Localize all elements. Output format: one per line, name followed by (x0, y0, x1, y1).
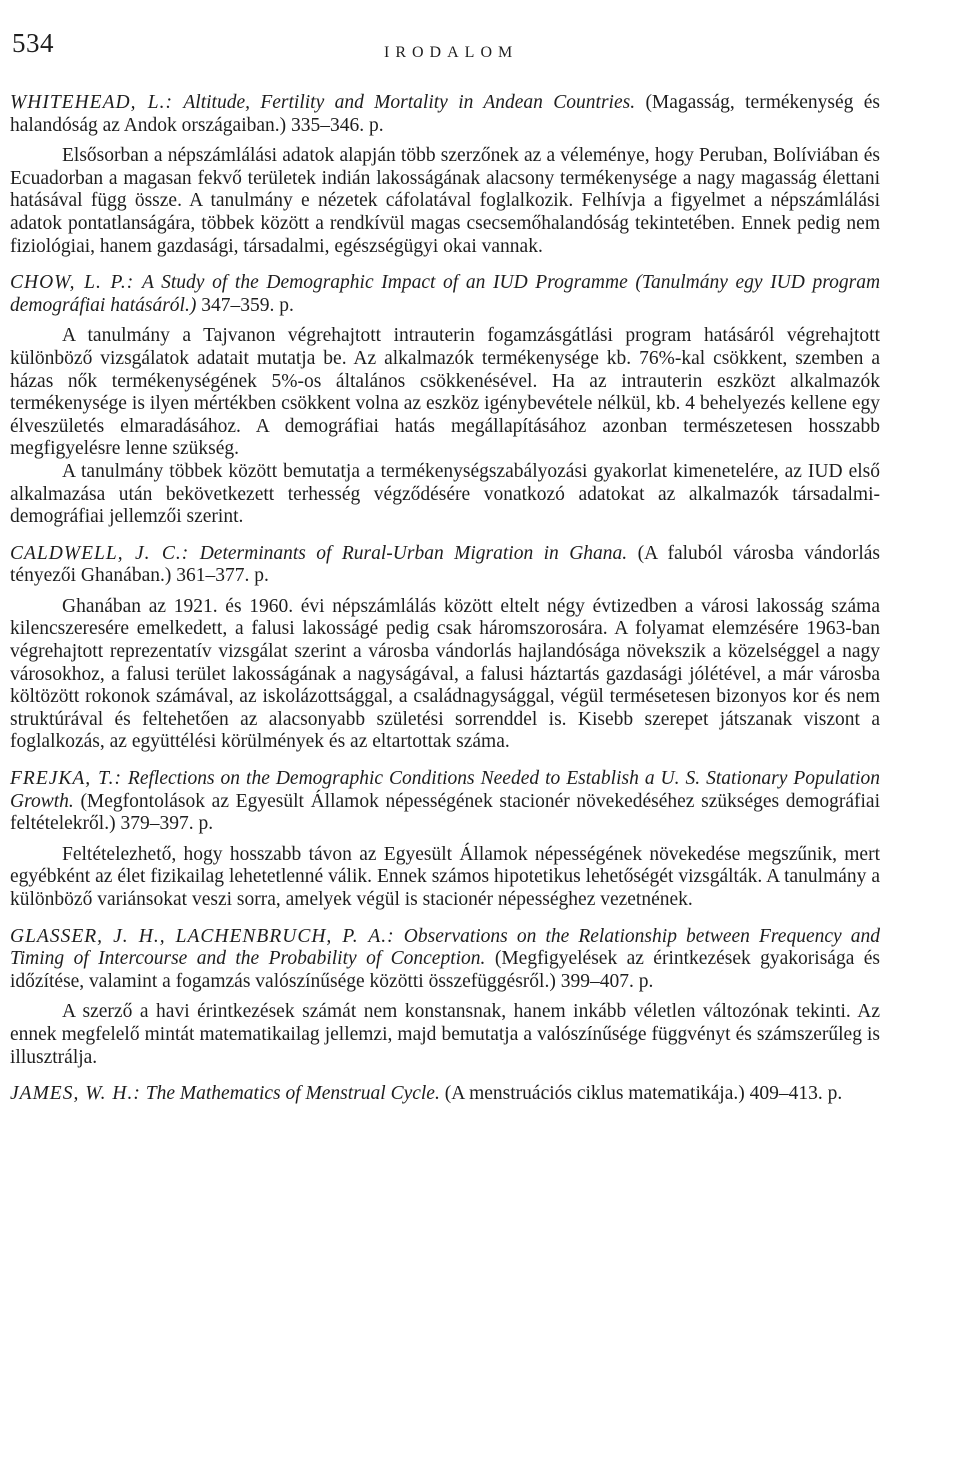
citation-pages: 361–377. p. (176, 565, 269, 587)
citation-title-translation: (A menstruációs ciklus matematikája.) (444, 1083, 745, 1105)
citation-title: A Study of the Demographic Impact of an IUD Programme (141, 272, 628, 294)
bibliography-list (10, 92, 880, 1120)
citation (10, 768, 880, 836)
page-header (12, 28, 948, 72)
citation-pages: 379–397. p. (120, 813, 214, 835)
citation-title-translation: (Megfontolások az Egyesült Államok népességének stacionér növekedéséhez szükséges demográfiai feltételekről.) (10, 790, 880, 835)
bibliography-entry (10, 543, 880, 754)
citation-author: CALDWELL, J. C.: (10, 542, 190, 564)
bibliography-entry (10, 1083, 880, 1106)
abstract (10, 844, 880, 912)
citation-author: FREJKA, T.: (10, 768, 122, 790)
citation-title-translation: (Megfigyelések az érintkezések gyakorisága és időzítése, valamint a fogamzás valószínűsége közötti összefüggésről.) (10, 948, 880, 992)
citation (10, 543, 880, 588)
citation-pages: 347–359. p. (201, 294, 294, 316)
bibliography-entry (10, 92, 880, 258)
citation-title-translation: (A faluból városba vándorlás tényezői Ghanában.) (10, 542, 881, 587)
abstract-paragraph: Elsősorban a népszámlálási adatok alapján több szerzőnek az a véleménye, hogy Peruban, Bolíviában és Ecuadorban a magasan fekvő területek indián lakosságának alacsony termékenysége a nagy magasság élettani hatásával függ össze. A tanulmány e nézetek cáfolatával foglalkozik. Felhívja a figyelmet a népszámlálási adatok pontatlanságára, többek között a rendkívül magas csecsemőhalandóság tekintetében. Ennek pedig nem fiziológiai, hanem gazdasági, társadalmi, egészségügyi okai vannak. (10, 145, 880, 257)
citation (10, 926, 880, 994)
running-head: IRODALOM (384, 44, 519, 61)
citation-author: GLASSER, J. H., LACHENBRUCH, P. A.: (10, 925, 395, 947)
citation-pages: 409–413. p. (749, 1083, 843, 1105)
citation-author: JAMES, W. H.: (10, 1083, 141, 1105)
abstract (10, 145, 880, 258)
bibliography-entry (10, 272, 880, 529)
citation-pages: 335–346. p. (291, 114, 384, 136)
citation-title: Determinants of Rural-Urban Migration in Ghana. (199, 542, 628, 564)
abstract-paragraph: Feltételezhető, hogy hosszabb távon az Egyesült Államok népességének növekedése megszűnik, mert egyébként az élet fizikailag lehetetlenné válik. Ennek számos hipotetikus lehetőségét vizsgálták. A tanulmány a különböző variánsokat veszi sorra, amelyek végül is stacionér népességhez vezetnének. (10, 843, 880, 910)
citation-title: The Mathematics of Menstrual Cycle. (145, 1083, 440, 1105)
citation-author: CHOW, L. P.: (10, 272, 135, 294)
citation-author: WHITEHEAD, L.: (10, 92, 174, 113)
citation-title: Reflections on the Demographic Conditions Needed to Establish a U. S. Stationary Population Growth. (10, 768, 880, 812)
citation-title: Observations on the Relationship between Frequency and Timing of Intercourse and the Probability of Conception. (10, 925, 880, 970)
abstract-paragraph: A tanulmány többek között bemutatja a termékenységszabályozási gyakorlat kimenetelére, az IUD első alkalmazása után bekövetkezett terhesség végződésére vonatkozó adatokat az alkalmazók társadalmi-demográfiai jellemzői szerint. (10, 460, 880, 528)
citation-pages: 399–407. p. (560, 970, 654, 992)
bibliography-entry (10, 926, 880, 1070)
citation (10, 92, 880, 137)
citation-title-translation: (Magasság, termékenység és halandóság az Andok országaiban.) (10, 92, 881, 136)
page-number: 534 (12, 28, 54, 58)
abstract-paragraph: A tanulmány a Tajvanon végrehajtott intrauterin fogamzásgátlási program hatásáról végrehajtott különböző vizsgálatok adatait mutatja be. Az alkalmazók termékenysége kb. 76%-kal csökkent, szemben a házas nők termékenységének 5%-os általános csökkenésével. Ha az intrauterin eszközt alkalmazók termékenysége is ilyen mértékben csökkent volna az eszköz igénybevétele nélkül, kb. 4 behelyezés kellene egy élveszületés elmaradásához. A demográfiai hatás megállapításához azonban természetesen hosszabb megfigyelésre lenne szükség. (10, 325, 880, 460)
abstract (10, 596, 880, 754)
citation (10, 272, 880, 317)
abstract-paragraph: A szerző a havi érintkezések számát nem konstansnak, hanem inkább véletlen változónak tekinti. Az ennek megfelelő mintát matematikailag jellemzi, majd bemutatja a valószínűsége függvényt és számszerűleg is illusztrálja. (10, 1001, 880, 1068)
abstract (10, 325, 880, 528)
abstract-paragraph: Ghanában az 1921. és 1960. évi népszámlálás között eltelt négy évtizedben a városi lakosság száma kilencszeresére emelkedett, a falusi lakosságé pedig csak háromszorosára. A folyamat elemzésére 1963-ban végrehajtott reprezentatív vizsgálat szerint a városba vándorlás hajlandósága növekszik a közelséggel a nagy városokhoz, a falusi terület lakosságának a nagyságával, a falusi háztartás gazdasági jólétével, a már városba költözött rokonok számával, az iskolázottsággal, a családnagysággal, végül termésetesen bizonyos kor és nem struktúrával és feltehetően az alacsonyabb születési sorrenddel is. Kisebb szerepet játszanak viszont a foglalkozás, az együttélési körülmények és az eltartottak száma. (10, 595, 880, 753)
abstract (10, 1001, 880, 1069)
citation-title-translation: (Tanulmány egy IUD program demográfiai hatásáról.) (10, 272, 881, 316)
bibliography-entry (10, 768, 880, 912)
citation (10, 1083, 880, 1106)
citation-title: Altitude, Fertility and Mortality in Andean Countries. (183, 92, 636, 113)
